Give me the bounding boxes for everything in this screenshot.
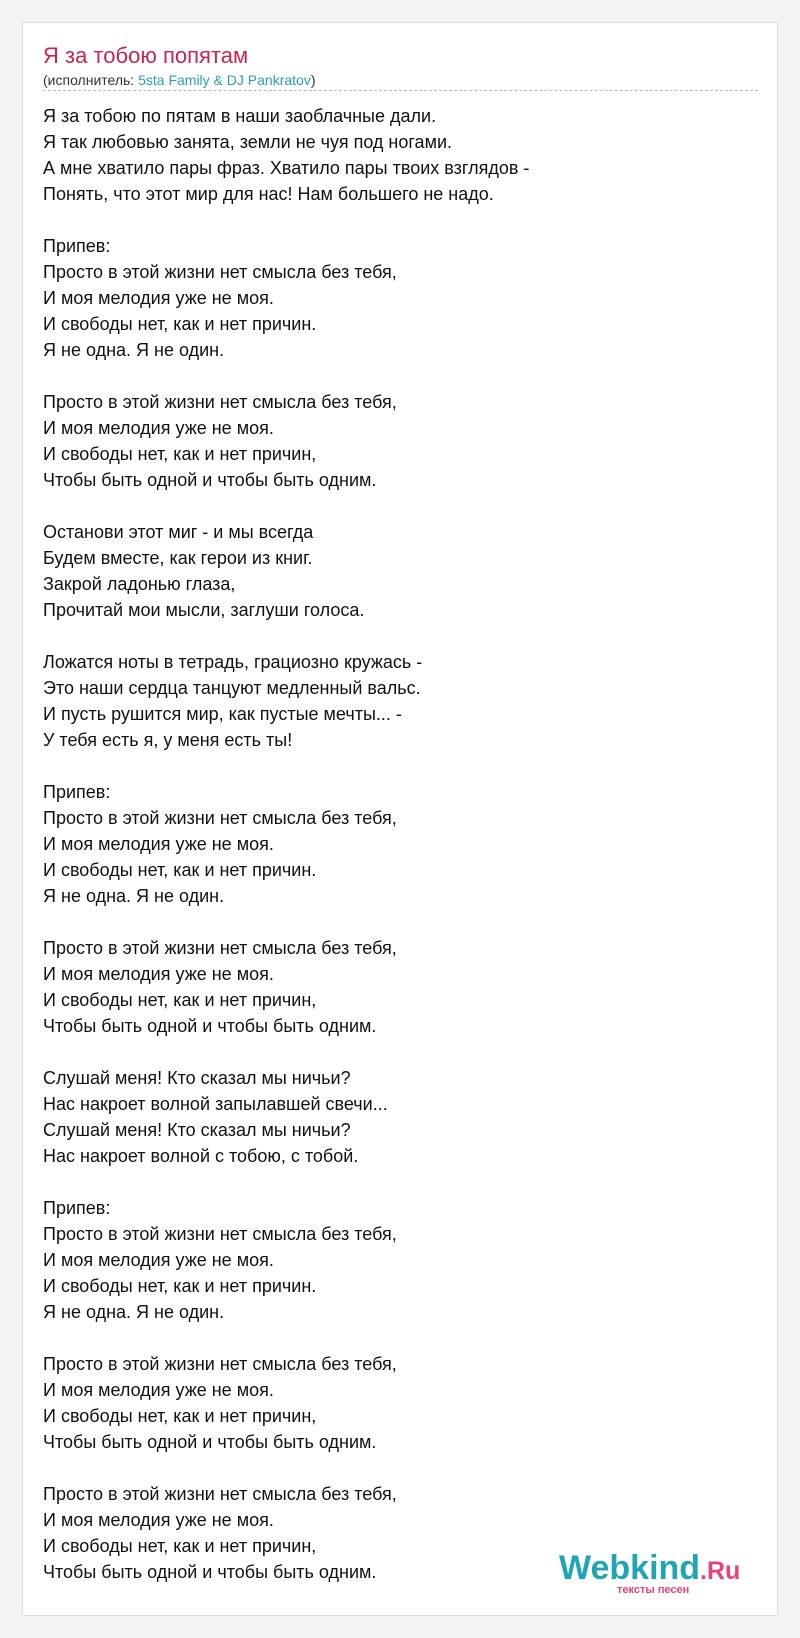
lyrics-line: Закрой ладонью глаза, xyxy=(43,574,236,594)
lyrics-line: И свободы нет, как и нет причин. xyxy=(43,1276,317,1296)
lyrics-line: И моя мелодия уже не моя. xyxy=(43,1510,274,1530)
lyrics-line: А мне хватило пары фраз. Хватило пары твоих взглядов - xyxy=(43,158,530,178)
lyrics-line: Просто в этой жизни нет смысла без тебя, xyxy=(43,262,397,282)
lyrics-line: Я не одна. Я не один. xyxy=(43,340,225,360)
lyrics-line: Это наши сердца танцуют медленный вальс. xyxy=(43,678,421,698)
lyrics-stanza xyxy=(43,389,753,493)
lyrics-line: У тебя есть я, у меня есть ты! xyxy=(43,730,293,750)
lyrics-line: И свободы нет, как и нет причин, xyxy=(43,444,317,464)
lyrics-line: Просто в этой жизни нет смысла без тебя, xyxy=(43,1224,397,1244)
lyrics-line: И моя мелодия уже не моя. xyxy=(43,418,274,438)
lyrics-stanza xyxy=(43,649,753,753)
lyrics-card xyxy=(22,22,778,1616)
lyrics-line: И свободы нет, как и нет причин. xyxy=(43,860,317,880)
lyrics-stanza xyxy=(43,935,753,1039)
lyrics-line: Чтобы быть одной и чтобы быть одним. xyxy=(43,470,377,490)
artist-prefix: (исполнитель: xyxy=(43,72,139,88)
lyrics-line: Просто в этой жизни нет смысла без тебя, xyxy=(43,1484,397,1504)
song-title: Я за тобою попятам xyxy=(43,43,249,68)
lyrics-line: Припев: xyxy=(43,236,111,256)
lyrics-line: Прочитай мои мысли, заглуши голоса. xyxy=(43,600,365,620)
lyrics-stanza xyxy=(43,519,753,623)
artist-suffix: ) xyxy=(310,72,316,88)
lyrics-line: Чтобы быть одной и чтобы быть одним. xyxy=(43,1432,377,1452)
lyrics-line: Понять, что этот мир для нас! Нам большего не надо. xyxy=(43,184,494,204)
lyrics-line: И свободы нет, как и нет причин, xyxy=(43,990,317,1010)
lyrics-line: Припев: xyxy=(43,1198,111,1218)
lyrics-line: Чтобы быть одной и чтобы быть одним. xyxy=(43,1562,377,1582)
lyrics-stanza xyxy=(43,1351,753,1455)
lyrics-line: Нас накроет волной запылавшей свечи... xyxy=(43,1094,388,1114)
lyrics-line: Я за тобою по пятам в наши заоблачные дали. xyxy=(43,106,437,126)
lyrics-line: И свободы нет, как и нет причин, xyxy=(43,1406,317,1426)
lyrics-line: И моя мелодия уже не моя. xyxy=(43,1250,274,1270)
lyrics-stanza xyxy=(43,1195,753,1325)
lyrics-line: И пусть рушится мир, как пустые мечты... - xyxy=(43,704,402,724)
lyrics-line: Я не одна. Я не один. xyxy=(43,886,225,906)
logo-name: Webkind xyxy=(559,1549,701,1587)
lyrics-line: Просто в этой жизни нет смысла без тебя, xyxy=(43,1354,397,1374)
logo-tagline: тексты песен xyxy=(617,1584,690,1596)
lyrics-stanza xyxy=(43,103,753,207)
lyrics-body xyxy=(43,103,753,1611)
lyrics-line: Будем вместе, как герои из книг. xyxy=(43,548,313,568)
lyrics-line: И моя мелодия уже не моя. xyxy=(43,1380,274,1400)
lyrics-line: Слушай меня! Кто сказал мы ничьи? xyxy=(43,1068,351,1088)
lyrics-line: Припев: xyxy=(43,782,111,802)
lyrics-line: Нас накроет волной с тобою, с тобой. xyxy=(43,1146,359,1166)
lyrics-line: И моя мелодия уже не моя. xyxy=(43,964,274,984)
lyrics-stanza xyxy=(43,1065,753,1169)
lyrics-stanza xyxy=(43,779,753,909)
lyrics-line: Чтобы быть одной и чтобы быть одним. xyxy=(43,1016,377,1036)
lyrics-line: Просто в этой жизни нет смысла без тебя, xyxy=(43,392,397,412)
lyrics-stanza xyxy=(43,233,753,363)
lyrics-line: Слушай меня! Кто сказал мы ничьи? xyxy=(43,1120,351,1140)
lyrics-line: Просто в этой жизни нет смысла без тебя, xyxy=(43,938,397,958)
lyrics-line: Я так любовью занята, земли не чуя под ногами. xyxy=(43,132,452,152)
artist-link[interactable]: 5sta Family & DJ Pankratov xyxy=(138,72,311,88)
webkind-logo[interactable] xyxy=(559,1548,759,1608)
lyrics-line: Просто в этой жизни нет смысла без тебя, xyxy=(43,808,397,828)
artist-line xyxy=(43,72,758,91)
lyrics-line: Останови этот миг - и мы всегда xyxy=(43,522,314,542)
lyrics-line: Я не одна. Я не один. xyxy=(43,1302,225,1322)
lyrics-line: Ложатся ноты в тетрадь, грациозно кружась - xyxy=(43,652,423,672)
lyrics-line: И свободы нет, как и нет причин, xyxy=(43,1536,317,1556)
lyrics-line: И моя мелодия уже не моя. xyxy=(43,288,274,308)
logo-tld: .Ru xyxy=(700,1557,741,1585)
lyrics-line: И моя мелодия уже не моя. xyxy=(43,834,274,854)
lyrics-line: И свободы нет, как и нет причин. xyxy=(43,314,317,334)
